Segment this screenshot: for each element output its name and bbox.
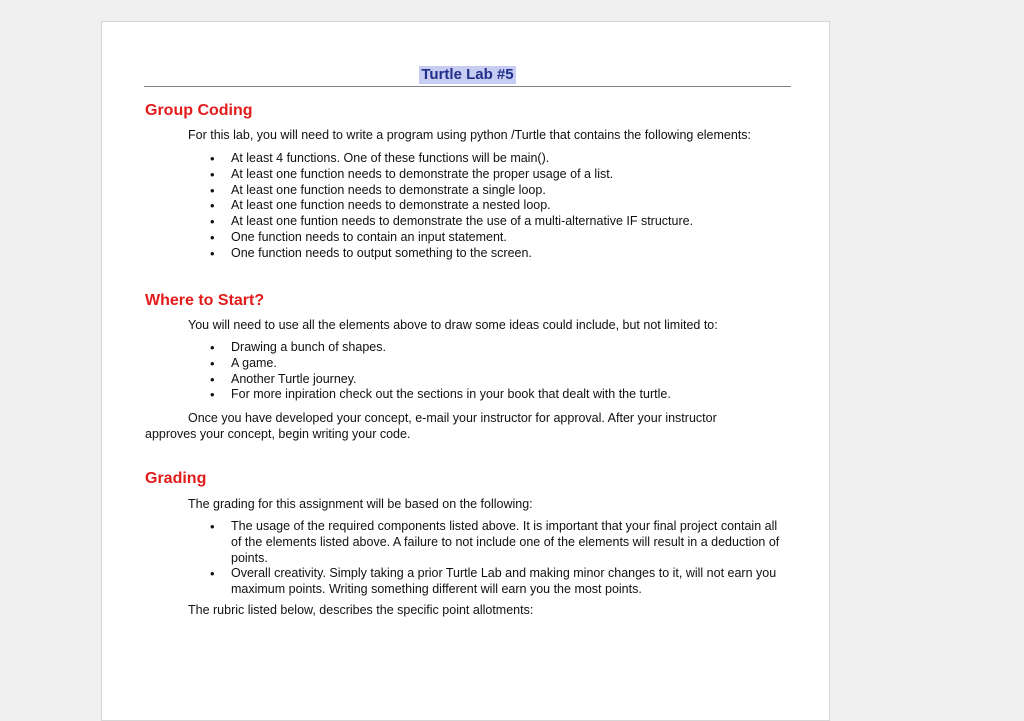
where-to-start-intro: You will need to use all the elements above to draw some ideas could include, but not limited to: (188, 318, 718, 332)
approval-line-2: approves your concept, begin writing your code. (145, 427, 411, 441)
list-item: • At least 4 functions. One of these functions will be main(). (210, 151, 795, 167)
group-coding-list (210, 151, 795, 262)
list-item: • One function needs to contain an input statement. (210, 230, 795, 246)
list-item: • Another Turtle journey. (210, 372, 795, 388)
heading-where-to-start: Where to Start? (145, 292, 265, 309)
list-item: • One function needs to output something to the screen. (210, 246, 795, 262)
list-item: • A game. (210, 356, 795, 372)
approval-line-1: Once you have developed your concept, e-mail your instructor for approval. After your instructor (188, 411, 717, 425)
list-item: • At least one function needs to demonstrate the proper usage of a list. (210, 167, 795, 183)
grading-intro: The grading for this assignment will be based on the following: (188, 497, 533, 511)
where-to-start-list (210, 340, 795, 403)
list-item: • The usage of the required components listed above. It is important that your final project contain all of the elements listed above. A failure to not include one of the elements will result in a deduction of points. (210, 519, 790, 566)
list-item: • At least one function needs to demonstrate a nested loop. (210, 198, 795, 214)
list-item: • At least one function needs to demonstrate a single loop. (210, 183, 795, 199)
rubric-line: The rubric listed below, describes the specific point allotments: (188, 603, 534, 617)
document-page (101, 21, 830, 721)
heading-group-coding: Group Coding (145, 102, 253, 119)
document-title[interactable]: Turtle Lab #5 (421, 66, 514, 83)
grading-list (210, 519, 790, 598)
list-item: • Drawing a bunch of shapes. (210, 340, 795, 356)
list-item: • For more inpiration check out the sections in your book that dealt with the turtle. (210, 387, 795, 403)
list-item: • At least one funtion needs to demonstrate the use of a multi-alternative IF structure. (210, 214, 795, 230)
group-coding-intro: For this lab, you will need to write a program using python /Turtle that contains the following elements: (188, 128, 752, 142)
list-item: • Overall creativity. Simply taking a prior Turtle Lab and making minor changes to it, will not earn you maximum points. Writing something different will earn you the most points. (210, 566, 790, 598)
heading-grading: Grading (145, 470, 207, 487)
title-block (144, 66, 791, 87)
